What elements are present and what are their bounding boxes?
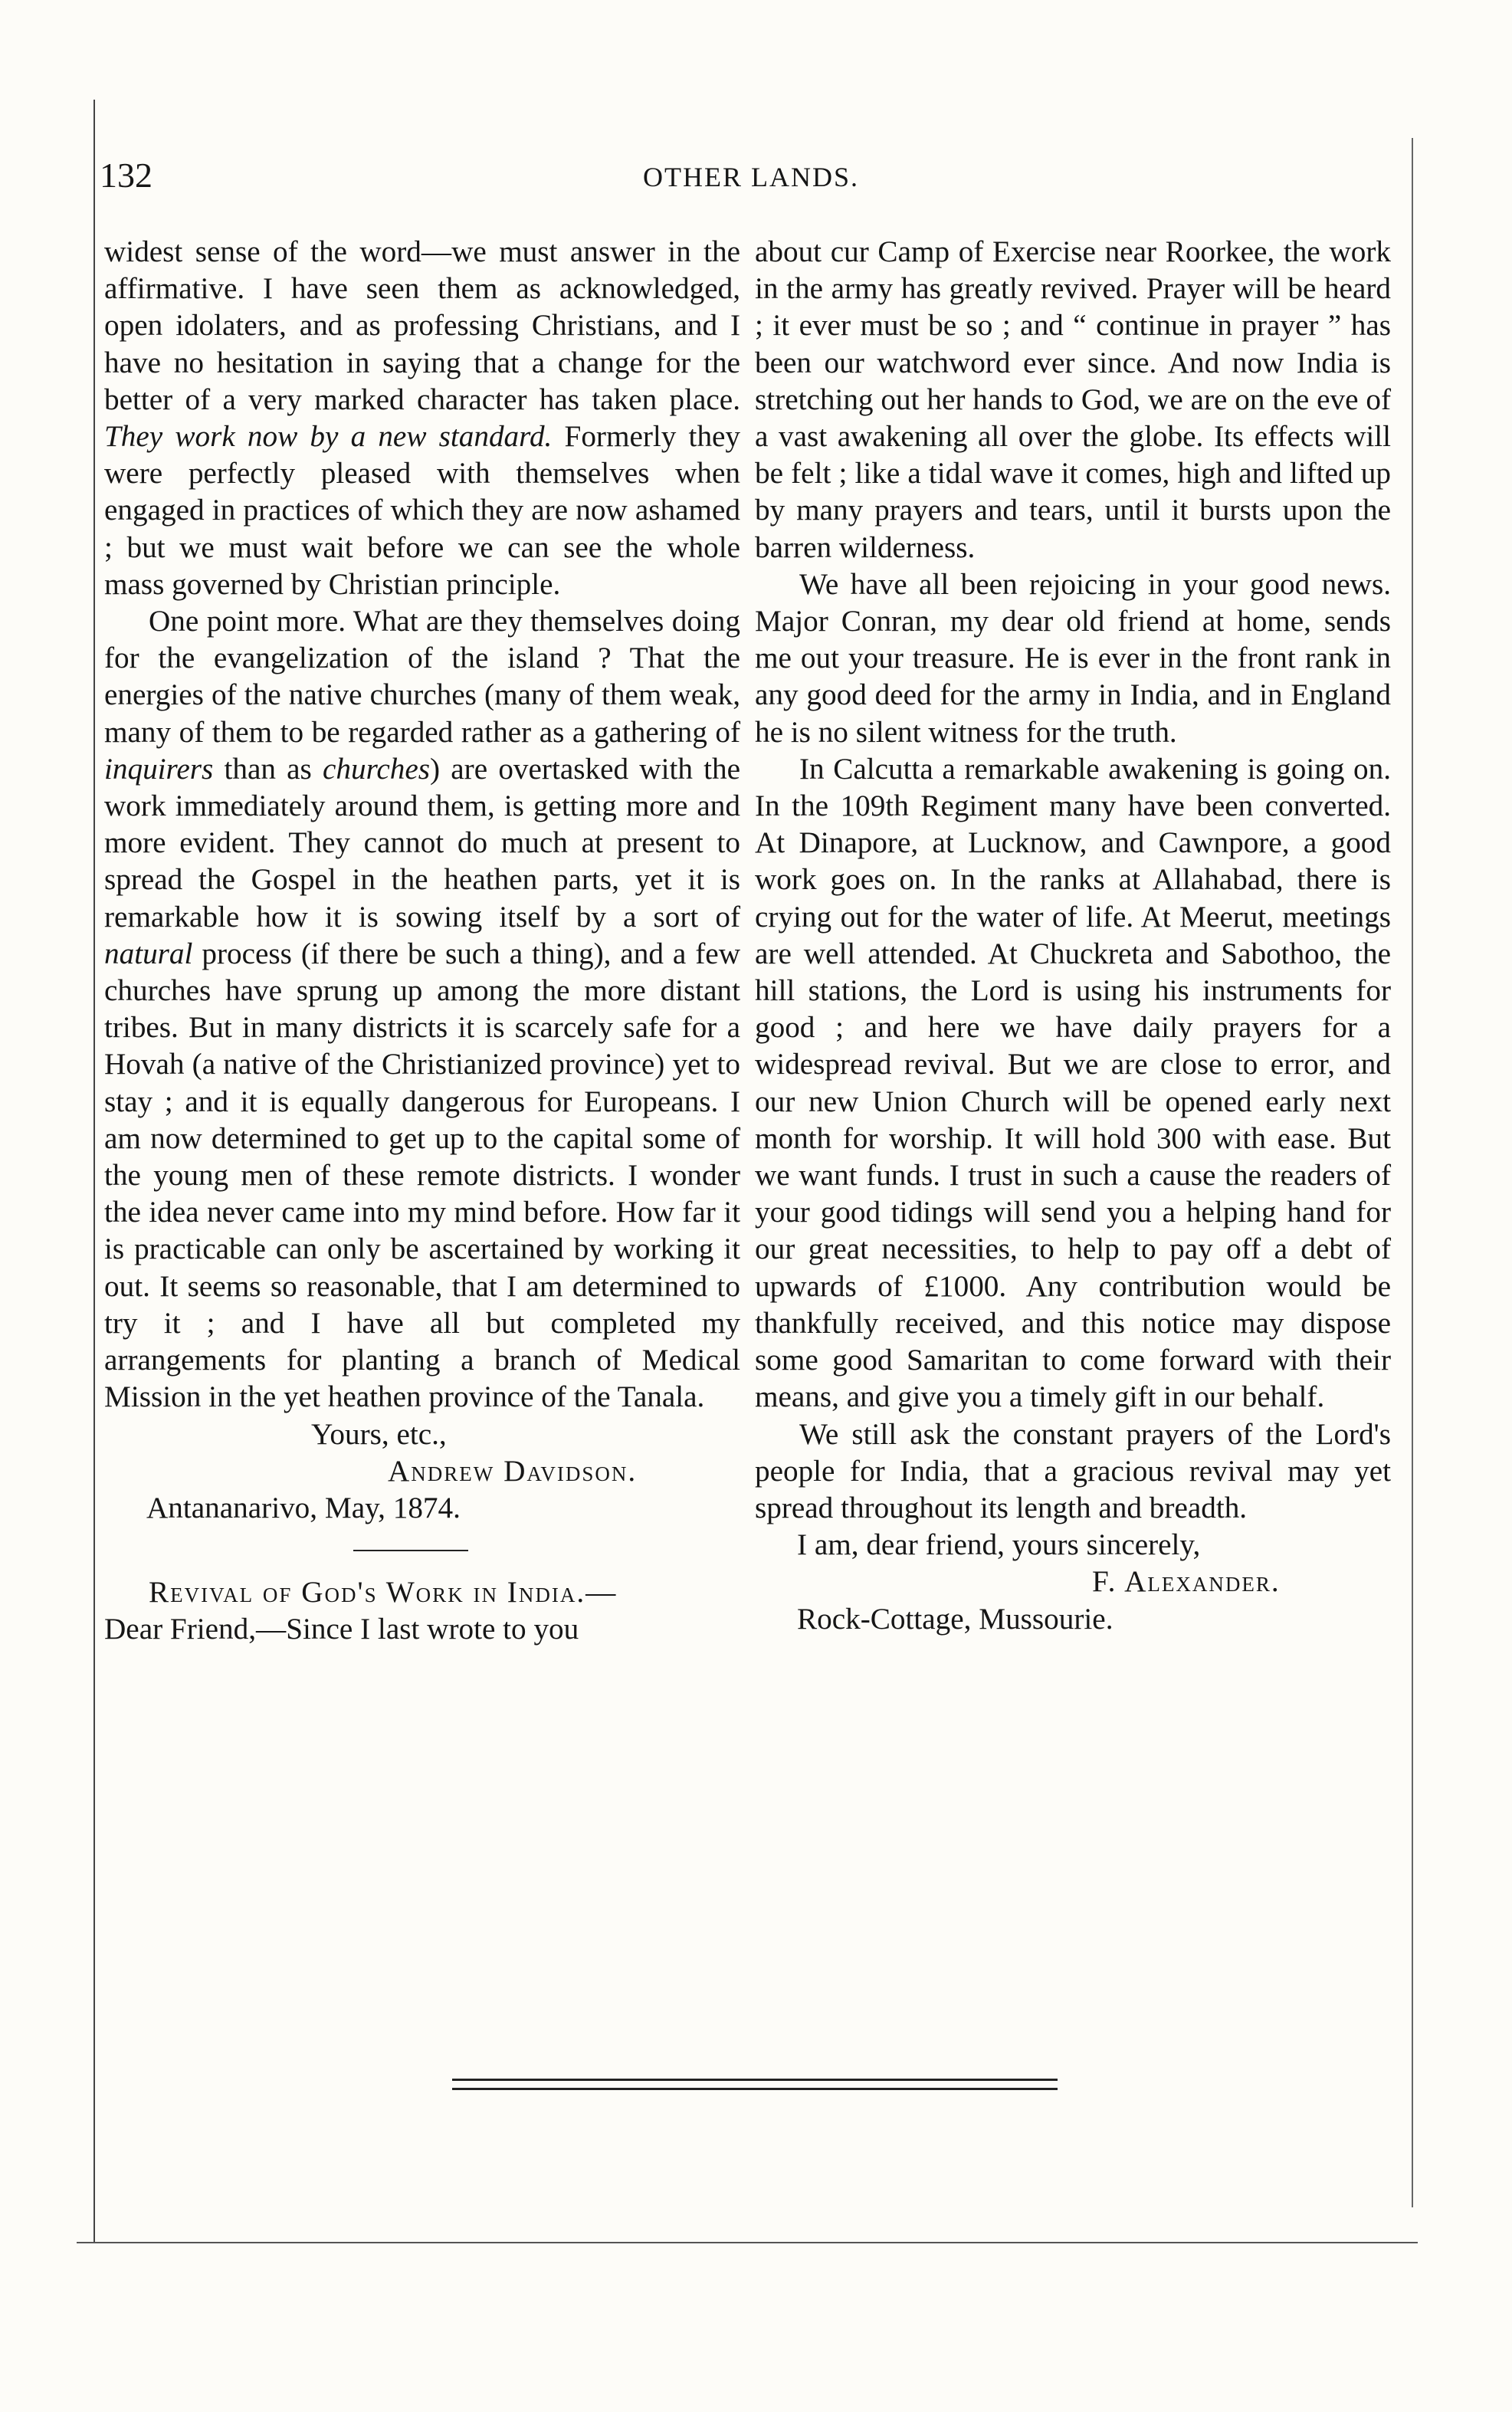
signoff-yours: Yours, etc.,: [311, 1417, 447, 1451]
right-paragraph-1: about cur Camp of Exercise near Roorkee, the work in the army has greatly revived. Prayer will be heard ; it ever must be so ; and “ continue in prayer ” has been our watchword ever since. And now India is stretching out her hands to God, we are on the eve of a vast awakening all over the globe. Its effects will be felt ; like a tidal wave it comes, high and lifted up by many prayers and tears, until it bursts upon the barren wilderness.: [755, 235, 1391, 564]
article-first-line: Dear Friend,—Since I last wrote to you: [104, 1613, 579, 1646]
left-paragraph-2-text-d: process (if there be such a thing), and a few churches have sprung up among the more distant tribes. But in many districts it is scarcely safe for a Hovah (a native of the Christianized province) yet to stay ; and it is equally dangerous for Europeans. I am now determined to get up to the capital some of the young men of these remote districts. I wonder the idea never came into my mind before. How far it is practicable can only be ascertained by working it out. It seems so reasonable, that I am determined to try it ; and I have all but completed my arrangements for planting a branch of Medical Mission in the yet heathen province of the Tanala.: [104, 937, 740, 1414]
signoff-place-date: Antananarivo, May, 1874.: [146, 1491, 461, 1524]
section-rule: [353, 1550, 468, 1551]
left-paragraph-2: [104, 603, 740, 1416]
left-paragraph-1-text: widest sense of the word—we must answer in the affirmative. I have seen them as acknowledged, open idolaters, and as professing Christians, and I have no hesitation in saying that a change for the better of a very marked character has taken place.: [104, 235, 740, 416]
page-border-bottom: [77, 2242, 1418, 2243]
page-number: 132: [100, 156, 153, 195]
page-border-right: [1412, 138, 1413, 2207]
signature: F. Alexander.: [1092, 1565, 1281, 1599]
article-heading: Revival of God's Work in India.—: [149, 1576, 618, 1610]
left-paragraph-2-text-b: than as: [224, 752, 312, 786]
right-paragraph-3: In Calcutta a remarkable awakening is going on. In the 109th Regiment many have been converted. At Dinapore, at Lucknow, and Cawnpore, a good work goes on. In the ranks at Allahabad, there is crying out for the water of life. At Meerut, meetings are well attended. At Chuckreta and Sabothoo, the hill stations, the Lord is using his instruments for good ; and here we have daily prayers for a widespread revival. But we are close to error, and our new Union Church will be opened early next month for worship. It will hold 300 with ease. But we want funds. I trust in such a cause the readers of your good tidings will send you a helping hand for our great necessities, to help to pay off a debt of upwards of £1000. Any contribution would be thankfully received, and this notice may dispose some good Samaritan to come forward with their means, and give you a timely gift in our behalf.: [755, 752, 1391, 1414]
italic-natural: natural: [104, 937, 193, 970]
right-paragraph-2: We have all been rejoicing in your good news. Major Conran, my dear old friend at home, sends me out your treasure. He is ever in the front rank in any good deed for the army in India, and in England he is no silent witness for the truth.: [755, 567, 1391, 749]
right-column: [755, 234, 1391, 1638]
italic-inquirers: inquirers: [104, 752, 214, 786]
left-paragraph-1-cont: Formerly they were perfectly pleased with themselves when engaged in practices of which they are now ashamed ; but we must wait before we can see the whole mass governed by Christian principle.: [104, 420, 741, 601]
running-title: OTHER LANDS.: [643, 162, 859, 192]
end-rule-bottom: [452, 2088, 1058, 2090]
left-column: [104, 234, 740, 1649]
left-paragraph-2-text-a: One point more. What are they themselves doing for the evangelization of the island ? That the energies of the native churches (many of them weak, many of them to be regarded rather as a gathering of: [104, 605, 740, 749]
italic-new-standard: They work now by a new standard.: [104, 420, 553, 454]
right-paragraph-4: We still ask the constant prayers of the Lord's people for India, that a gracious revival may yet spread throughout its length and breadth.: [755, 1417, 1391, 1524]
end-rule-top: [452, 2079, 1058, 2081]
signoff-name: Andrew Davidson.: [388, 1454, 638, 1488]
italic-churches: churches: [323, 752, 431, 786]
left-paragraph-2-text-c: ) are overtasked with the work immediately around them, is getting more and more evident. They cannot do much at present to spread the Gospel in the heathen parts, yet it is remarkable how it is sowing itself by a sort of: [104, 752, 741, 934]
left-paragraph-1: [104, 234, 740, 603]
place-line: Rock-Cottage, Mussourie.: [797, 1602, 1114, 1636]
running-head: [100, 155, 1402, 201]
page-border-left: [93, 100, 95, 2242]
closing-line: I am, dear friend, yours sincerely,: [797, 1528, 1201, 1562]
